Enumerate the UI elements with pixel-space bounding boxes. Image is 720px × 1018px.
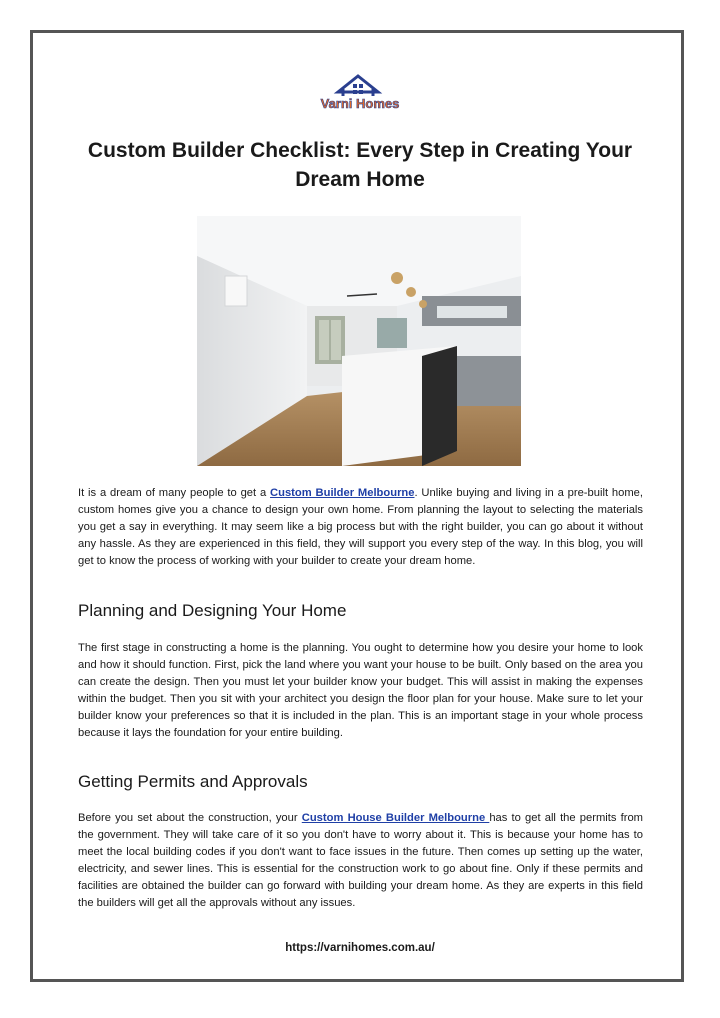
varni-homes-logo [318,72,402,116]
kitchen-photo [197,216,521,466]
permits-text-end: has to get all the permits from the government. They will take care of it so you don't have to worry about it. This is because your home has to meet the local building codes if you don't want to face issues in the future. Then comes up setting up the water, electricity, and sewer lines. This is essential for the construction work to go about fine. Only if these permits and facilities are obtained the builder can go forward with building your dream home. As they are experts in this field the builders will get all the approvals without any issues. [78,812,643,909]
footer-url: https://varnihomes.com.au/ [285,942,435,954]
logo-text: Varni Homes [320,96,400,111]
page-title: Custom Builder Checklist: Every Step in Creating Your Dream Home [87,139,633,191]
custom-builder-melbourne-link[interactable]: Custom Builder Melbourne [270,487,415,499]
section-heading-planning: Planning and Designing Your Home [78,601,347,620]
permits-paragraph [78,810,643,912]
intro-text-end: . Unlike buying and living in a pre-built home, custom homes give you a chance to design your own home. From planning the layout to selecting the materials you get a say in everything. It may seem like a big process but with the right builder, you can go about it without any hassle. As they are experienced in this field, they will support you every step of the way. In this blog, you will get to know the process of working with your builder to create your dream home. [78,487,643,567]
section-heading-permits: Getting Permits and Approvals [78,772,308,791]
intro-paragraph [78,485,643,570]
custom-house-builder-melbourne-link[interactable]: Custom House Builder Melbourne [301,812,490,824]
permits-text-start: Before you set about the construction, your [78,812,302,824]
planning-paragraph: The first stage in constructing a home is the planning. You ought to determine how you desire your home to look and how it should function. First, pick the land where you want your house to be built. Only based on the area you can create the design. Then you must let your builder know your budget. This will assist in making the expenses within the budget. Then you sit with your architect you design the floor plan for your house. Make sure to let your builder know your preferences so that it is included in the plan. This is an important stage in your whole process because it lays the foundation for your entire building. [78,642,643,739]
intro-text-start: It is a dream of many people to get a [78,487,271,499]
